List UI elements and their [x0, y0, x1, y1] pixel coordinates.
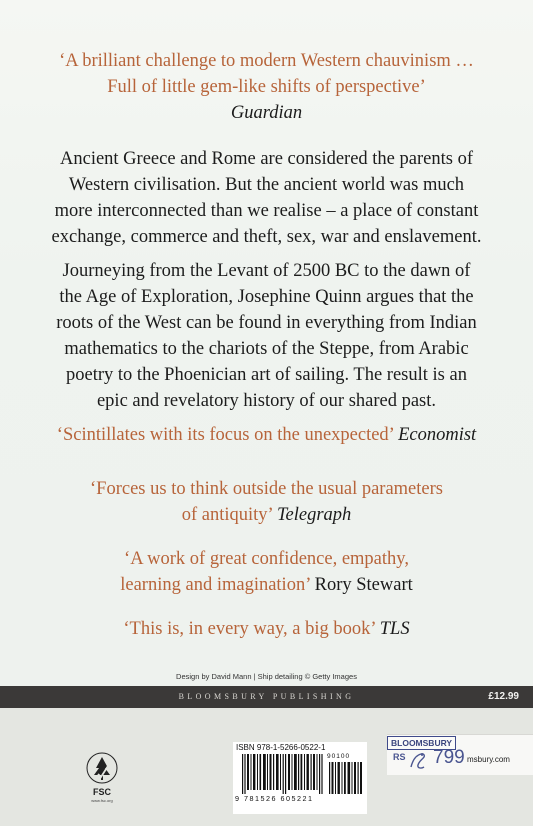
- blurb-paragraph-1: [20, 146, 513, 250]
- tls-quote: [20, 616, 513, 642]
- guardian-quote: [20, 48, 513, 126]
- sticker-web: msbury.com: [467, 755, 510, 764]
- blurb-line: exchange, commerce and theft, sex, war and enslavement.: [51, 227, 482, 247]
- blurb-line: mathematics to the chariots of the Steppe, from Arabic: [64, 339, 469, 359]
- sticker-price: 799: [433, 747, 465, 768]
- publisher-band: [0, 686, 533, 708]
- quote-text: ‘This is, in every way, a big book’: [123, 619, 376, 639]
- blurb-line: Western civilisation. But the ancient world was much: [68, 175, 465, 195]
- blurb-line: poetry to the Phoenician art of sailing. The result is an: [66, 365, 467, 385]
- quote-source: Telegraph: [276, 505, 352, 525]
- fsc-url: www.fsc.org: [91, 798, 113, 803]
- fsc-logo: [84, 752, 120, 804]
- blurb-line: roots of the West can be found in everything from Indian: [56, 313, 477, 333]
- blurb-line: Journeying from the Levant of 2500 BC to the dawn of: [62, 261, 471, 281]
- sticker-rs: RS: [393, 752, 406, 762]
- quote-line: ‘A brilliant challenge to modern Western chauvinism …: [59, 51, 474, 71]
- blurb-line: Ancient Greece and Rome are considered the parents of: [60, 149, 473, 169]
- rory-stewart-quote: [20, 546, 513, 598]
- blurb-line: the Age of Exploration, Josephine Quinn argues that the: [59, 287, 474, 307]
- isbn-text: ISBN 978-1-5266-0522-1: [236, 743, 326, 752]
- barcode-area: [0, 708, 533, 826]
- barcode-digits: 9 781526 605221: [235, 794, 314, 803]
- blurb-line: epic and revelatory history of our shared past.: [96, 391, 437, 411]
- blurb-paragraph-2: [20, 258, 513, 414]
- fsc-label: FSC: [93, 787, 111, 797]
- design-credits: Design by David Mann | Ship detailing © Getty Images: [176, 672, 357, 681]
- quote-source: Rory Stewart: [314, 575, 413, 595]
- telegraph-quote: [20, 476, 513, 528]
- barcode-bars: [236, 754, 364, 794]
- blurb-line: more interconnected than we realise – a place of constant: [54, 201, 479, 221]
- quote-line: Full of little gem-like shifts of perspective’: [107, 77, 426, 97]
- quote-source: Guardian: [230, 103, 303, 123]
- isbn-barcode: [233, 742, 367, 814]
- barcode-addon: 90100: [327, 753, 351, 760]
- publisher-name: BLOOMSBURY PUBLISHING: [178, 692, 355, 701]
- quote-line: of antiquity’: [181, 505, 273, 525]
- quote-line: ‘Forces us to think outside the usual parameters: [90, 479, 443, 499]
- quote-line: ‘A work of great confidence, empathy,: [124, 549, 409, 569]
- tree-check-icon: [84, 752, 120, 786]
- price-label: £12.99: [488, 691, 519, 702]
- quote-source: TLS: [379, 619, 410, 639]
- quote-source: Economist: [398, 425, 477, 445]
- quote-text: ‘Scintillates with its focus on the unexpected’: [56, 425, 394, 445]
- stamp-figure-icon: [407, 749, 429, 771]
- economist-quote: [20, 422, 513, 448]
- price-sticker: [387, 734, 533, 775]
- quote-line: learning and imagination’: [120, 575, 310, 595]
- sticker-store: BLOOMSBURY: [387, 736, 456, 750]
